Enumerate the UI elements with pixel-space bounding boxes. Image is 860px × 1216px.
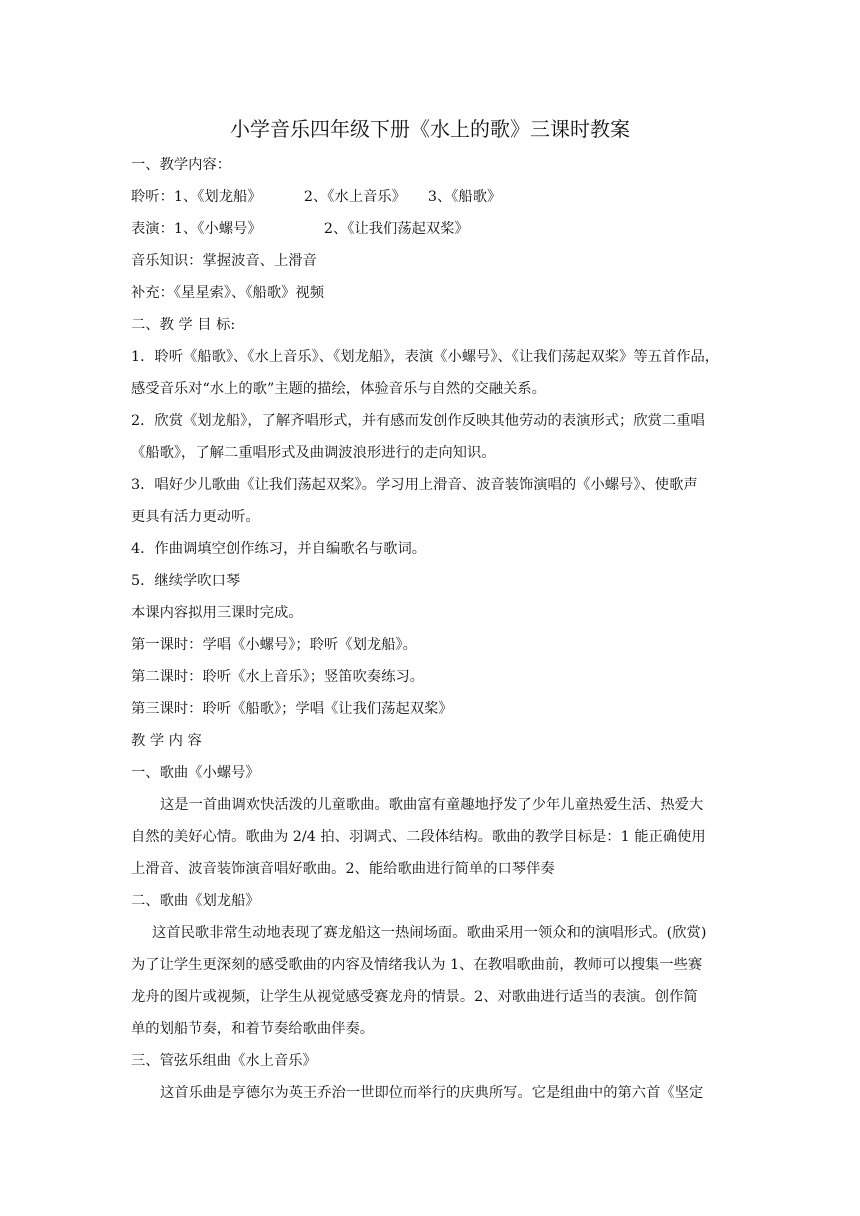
- song-2-para-line-3: 龙舟的图片或视频，让学生从视觉感受赛龙舟的情景。2、对歌曲进行适当的表演。创作简: [131, 989, 698, 1005]
- song-2-heading: 二、歌曲《划龙船》: [131, 893, 260, 909]
- section-heading-goals: 二、教 学 目 标:: [131, 317, 236, 333]
- section-heading-content: 一、教学内容：: [131, 157, 232, 173]
- document-title: 小学音乐四年级下册《水上的歌》三课时教案: [230, 117, 630, 141]
- listening-item-1: 1、《划龙船》: [173, 189, 262, 205]
- song-2-para-line-1: 这首民歌非常生动地表现了赛龙船这一热闹场面。歌曲采用一领众和的演唱形式。(欣赏): [152, 925, 707, 941]
- lesson-2-line: 第二课时：聆听《水上音乐》；竖笛吹奏练习。: [131, 669, 425, 685]
- music-knowledge-line: 音乐知识：掌握波音、上滑音: [131, 253, 317, 269]
- goal-4-line: 4．作曲调填空创作练习，并自编歌名与歌词。: [131, 541, 427, 557]
- goal-1-line-1: 1．聆听《船歌》、《水上音乐》、《划龙船》，表演《小螺号》、《让我们荡起双桨》等五首作品，: [131, 349, 720, 365]
- song-3-heading: 三、管弦乐组曲《水上音乐》: [131, 1053, 317, 1069]
- listening-line: [131, 187, 501, 207]
- listening-item-2: 2、《水上音乐》: [303, 189, 406, 205]
- song-2-para-line-4: 单的划船节奏，和着节奏给歌曲伴奏。: [131, 1021, 375, 1037]
- song-1-para-line-3: 上滑音、波音装饰演音唱好歌曲。2、能给歌曲进行简单的口琴伴奏: [131, 861, 555, 877]
- lesson-3-line: 第三课时：聆听《船歌》；学唱《让我们荡起双桨》: [131, 701, 453, 717]
- teaching-content-heading: 教 学 内 容: [131, 733, 202, 749]
- listening-label: 聆听：: [131, 189, 174, 205]
- goal-2-line-1: 2．欣赏《划龙船》，了解齐唱形式，并有感而发创作反映其他劳动的表演形式；欣赏二重唱: [131, 413, 705, 429]
- song-2-para-line-2: 为了让学生更深刻的感受歌曲的内容及情绪我认为 1、在教唱歌曲前，教师可以搜集一些赛: [131, 957, 703, 973]
- song-3-para-line-1: 这首乐曲是亨德尔为英王乔治一世即位而举行的庆典所写。它是组曲中的第六首《坚定: [160, 1085, 704, 1101]
- listening-item-3: 3、《船歌》: [427, 189, 502, 205]
- plan-line: 本课内容拟用三课时完成。: [131, 605, 303, 621]
- song-1-para-line-2: 自然的美好心情。歌曲为 2/4 拍、羽调式、二段体结构。歌曲的教学目标是：1 能正确使用: [131, 829, 706, 845]
- goal-5-line: 5．继续学吹口琴: [131, 573, 241, 589]
- perform-label: 表演：: [131, 221, 174, 237]
- goal-1-line-2: 感受音乐对“水上的歌”主题的描绘，体验音乐与自然的交融关系。: [131, 381, 546, 397]
- goal-3-line-2: 更具有活力更动听。: [131, 509, 260, 525]
- song-1-para-line-1: 这是一首曲调欢快活泼的儿童歌曲。歌曲富有童趣地抒发了少年儿童热爱生活、热爱大: [160, 797, 704, 813]
- goal-3-line-1: 3．唱好少儿歌曲《让我们荡起双桨》。学习用上滑音、波音装饰演唱的《小螺号》、使歌声: [131, 477, 698, 493]
- song-1-heading: 一、歌曲《小螺号》: [131, 765, 260, 781]
- perform-item-1: 1、《小螺号》: [173, 221, 262, 237]
- perform-item-2: 2、《让我们荡起双桨》: [323, 221, 469, 237]
- lesson-1-line: 第一课时：学唱《小螺号》；聆听《划龙船》。: [131, 637, 417, 653]
- supplement-line: 补充：《星星索》、《船歌》视频: [131, 285, 325, 301]
- perform-line: [131, 219, 469, 239]
- goal-2-line-2: 《船歌》，了解二重唱形式及曲调波浪形进行的走向知识。: [131, 445, 496, 461]
